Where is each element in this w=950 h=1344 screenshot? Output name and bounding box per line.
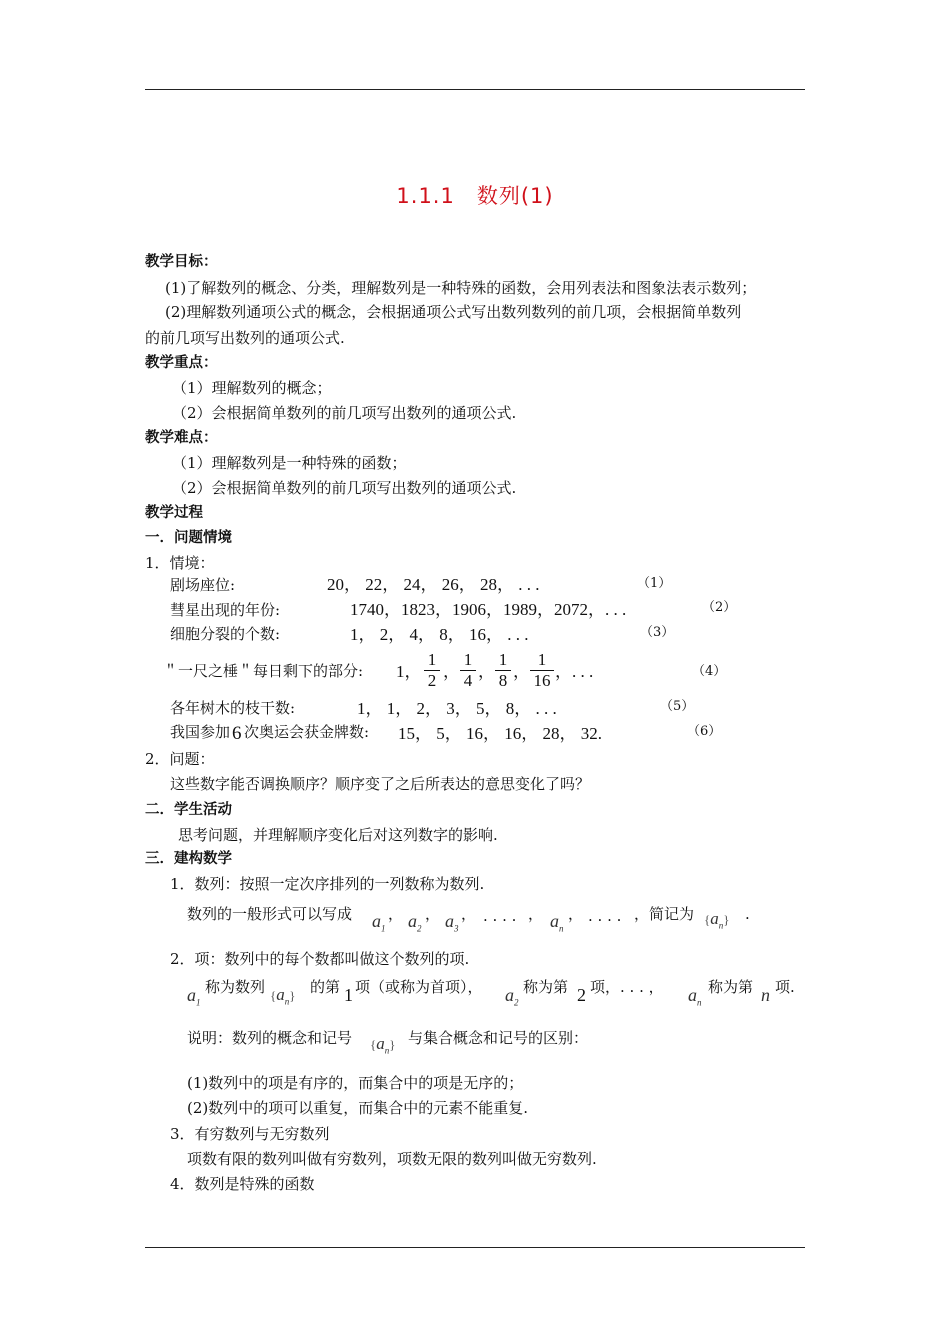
scene-1-mark: （1）	[637, 576, 672, 591]
item-an: $a_n$	[688, 985, 702, 1008]
scene-2-label: 彗星出现的年份:	[170, 601, 281, 619]
item-text-6: 称为第	[708, 978, 754, 996]
key-point-2: （2）会根据简单数列的前几项写出数列的通项公式.	[172, 404, 517, 422]
objective-2: (2)理解数列通项公式的概念，会根据通项公式写出数列数列的前几项，会根据简单数列	[165, 303, 742, 321]
concept-1: 1．数列：按照一定次序排列的一列数称为数列.	[170, 875, 485, 893]
fraction-half: $\frac{1}{2}$	[424, 650, 440, 691]
scene-4-sep-2: ，	[478, 662, 495, 681]
section-2-heading: 二．学生活动	[145, 802, 232, 818]
key-point-1: （1）理解数列的概念；	[172, 379, 332, 397]
general-sep-5: ，	[568, 905, 584, 923]
term-an: $a_n$	[550, 911, 564, 934]
concept-4: 4．数列是特殊的函数	[170, 1175, 315, 1193]
concept-3: 3．有穷数列与无穷数列	[170, 1125, 330, 1143]
fraction-eighth: $\frac{1}{8}$	[495, 650, 511, 691]
item-n: n	[761, 985, 770, 1005]
scene-1-values: 20， 22， 24， 26， 28， . . .	[327, 575, 540, 594]
key-points-heading: 教学重点：	[145, 355, 218, 371]
scenario-heading: 1．情境：	[145, 554, 215, 572]
question-heading: 2．问题：	[145, 750, 215, 768]
item-text-1: 称为数列	[205, 978, 266, 996]
scene-6-mark: （6）	[687, 724, 722, 739]
notation-an: $\{a_n\}$	[704, 909, 730, 931]
general-sep-3: ，	[461, 905, 477, 923]
footer-rule	[145, 1247, 805, 1248]
term-a3: $a_3$	[445, 911, 459, 934]
item-a1: $a_1$	[187, 985, 201, 1008]
objective-1: (1)了解数列的概念、分类，理解数列是一种特殊的函数，会用列表法和图象法表示数列；	[165, 279, 757, 297]
scene-6-label-b: 次奥运会获金牌数:	[244, 723, 370, 741]
note-text: 与集合概念和记号的区别：	[408, 1029, 589, 1047]
item-one: 1	[344, 985, 353, 1005]
item-text-2: 的第	[310, 978, 341, 996]
section-1-heading: 一．问题情境	[145, 530, 232, 546]
scene-4-suffix: ，. . .	[555, 662, 594, 681]
activity-text: 思考问题，并理解顺序变化后对这列数字的影响.	[178, 826, 498, 844]
scene-5-values: 1， 1， 2， 3， 5， 8， . . .	[357, 699, 557, 718]
scene-6-values: 15， 5， 16， 16， 28， 32.	[398, 724, 602, 743]
scene-4-label: ＂一尺之棰＂每日剩下的部分:	[163, 662, 364, 680]
scene-4-mark: （4）	[692, 664, 727, 679]
scene-4-prefix: 1，	[396, 662, 422, 681]
difference-2: (2)数列中的项可以重复，而集合中的元素不能重复.	[187, 1099, 529, 1117]
scene-3-label: 细胞分裂的个数:	[170, 625, 281, 643]
concept-3-text: 项数有限的数列叫做有穷数列，项数无限的数列叫做无穷数列.	[187, 1150, 597, 1168]
item-text-4: 称为第	[523, 978, 569, 996]
general-form-label: 数列的一般形式可以写成	[187, 905, 353, 923]
term-a2: $a_2$	[408, 911, 422, 934]
item-text-7: 项.	[775, 978, 795, 996]
general-period: .	[745, 905, 750, 923]
scene-2-values: 1740，1823，1906，1989，2072，. . .	[350, 600, 627, 619]
general-sep-1: ，	[388, 905, 404, 923]
item-a2: $a_2$	[505, 985, 519, 1008]
difference-1: (1)数列中的项是有序的，而集合中的项是无序的；	[187, 1074, 524, 1092]
scene-1-label: 剧场座位:	[170, 576, 236, 594]
scene-4-sep-1: ，	[443, 662, 460, 681]
concept-2: 2．项：数列中的每个数都叫做这个数列的项.	[170, 950, 470, 968]
general-sep-4: ，	[528, 905, 544, 923]
section-3-heading: 三．建构数学	[145, 851, 232, 867]
scene-3-mark: （3）	[640, 625, 675, 640]
item-notation: $\{a_n\}$	[270, 985, 296, 1007]
item-two: 2	[577, 985, 586, 1005]
general-dots-2: . . . .	[588, 907, 622, 925]
question-text: 这些数字能否调换顺序？顺序变了之后所表达的意思变化了吗？	[170, 775, 591, 793]
scene-5-mark: （5）	[660, 699, 695, 714]
objective-2-cont: 的前几项写出数列的通项公式.	[145, 329, 345, 347]
page-title: 1.1.1 数列(1)	[396, 184, 554, 208]
scene-3-values: 1， 2， 4， 8， 16， . . .	[350, 625, 529, 644]
note-label: 说明：数列的概念和记号	[187, 1029, 353, 1047]
difficulties-heading: 教学难点：	[145, 430, 218, 446]
general-shorthand: ，简记为	[634, 905, 695, 923]
fraction-sixteenth: $\frac{1}{16}$	[530, 650, 554, 691]
note-notation: $\{a_n\}$	[370, 1034, 396, 1056]
scene-6-label-a: 我国参加	[170, 723, 231, 741]
fraction-quarter: $\frac{1}{4}$	[460, 650, 476, 691]
difficulty-1: （1）理解数列是一种特殊的函数；	[172, 454, 407, 472]
scene-4-sep-3: ，	[513, 662, 530, 681]
objectives-heading: 教学目标：	[145, 254, 218, 270]
scene-2-mark: （2）	[702, 600, 737, 615]
scene-5-label: 各年树木的枝干数:	[170, 699, 296, 717]
item-text-5: 项，. . . ，	[590, 978, 664, 996]
difficulty-2: （2）会根据简单数列的前几项写出数列的通项公式.	[172, 479, 517, 497]
general-sep-2: ，	[425, 905, 441, 923]
header-rule	[145, 89, 805, 90]
term-a1: $a_1$	[372, 911, 386, 934]
process-heading: 教学过程	[145, 505, 203, 521]
item-text-3: 项（或称为首项），	[355, 978, 483, 996]
general-dots-1: . . . .	[483, 907, 517, 925]
scene-6-label-num: 6	[232, 723, 242, 744]
